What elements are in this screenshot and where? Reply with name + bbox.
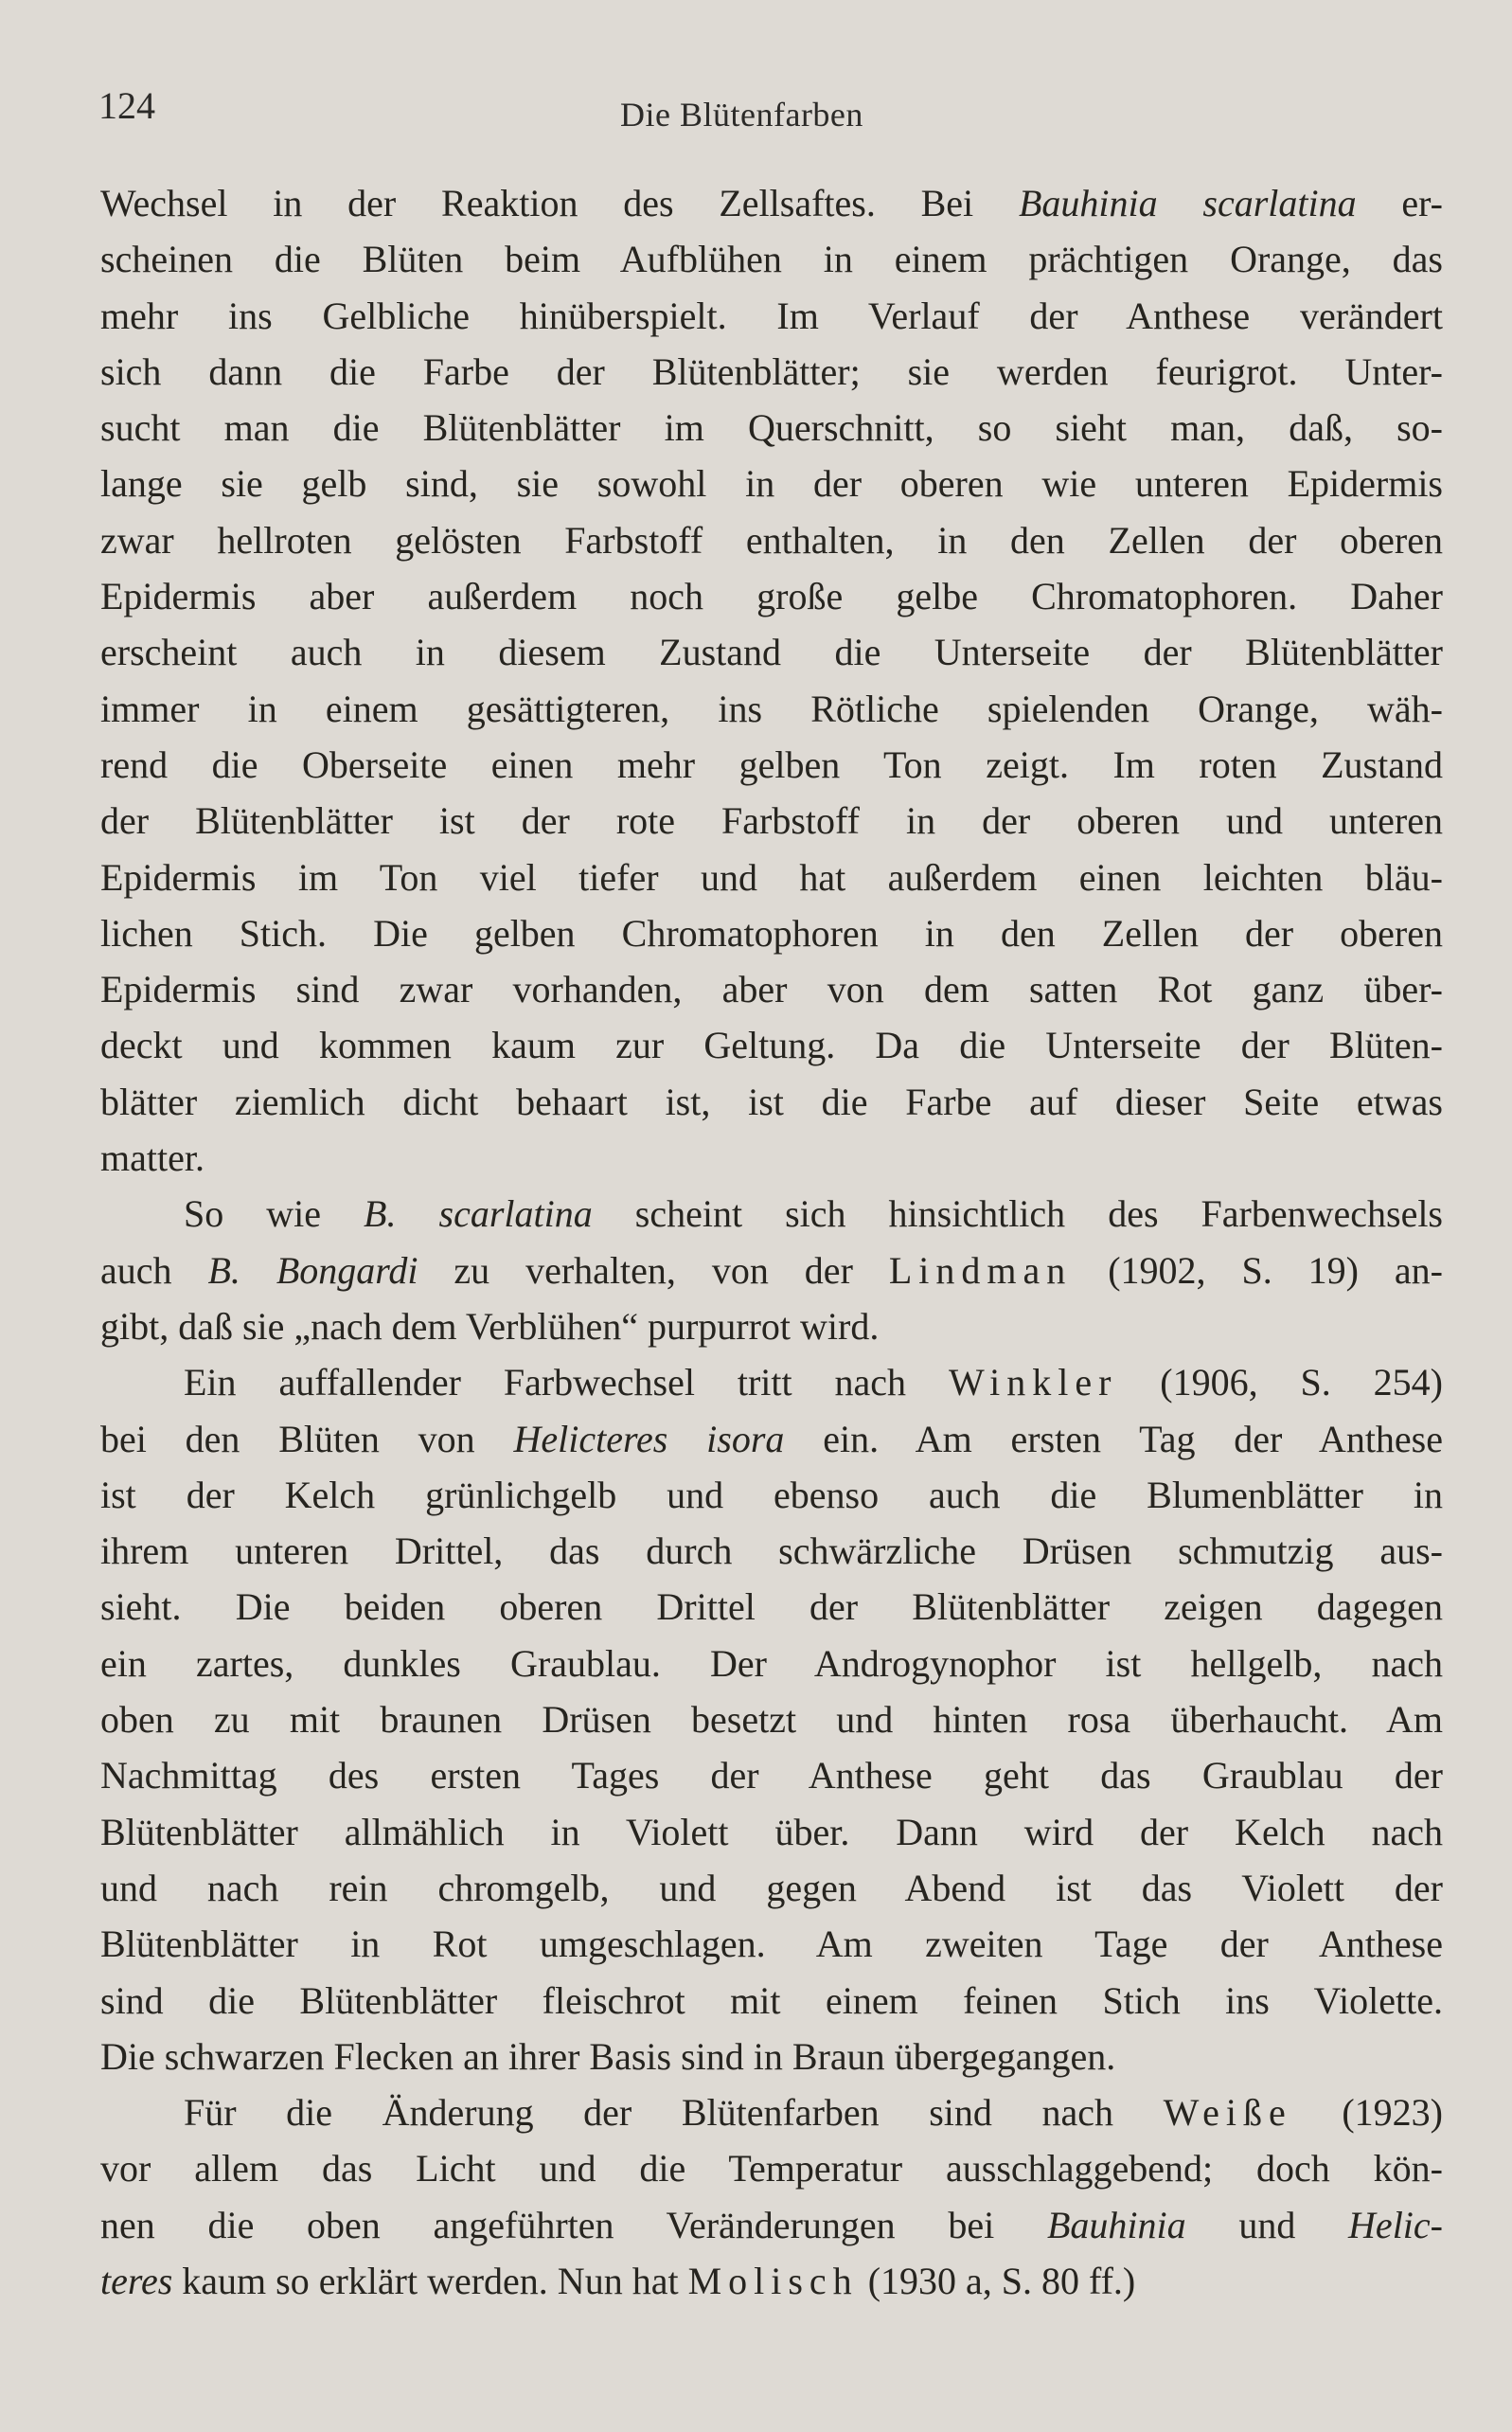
text-segment: er- [1356, 182, 1444, 224]
text-segment: blätter ziemlich dicht behaart ist, ist die Farbe auf dieser Seite etwas [100, 1080, 1443, 1123]
text-line [100, 1411, 1443, 1467]
text-segment: vor allem das Licht und die Temperatur ausschlaggebend; doch kön- [100, 2147, 1443, 2191]
text-segment: Epidermis aber außerdem noch große gelbe Chromatophoren. Daher [100, 575, 1443, 618]
text-segment: So wie [184, 1192, 365, 1236]
text-line [100, 1973, 1443, 2029]
text-line [100, 793, 1443, 849]
text-segment: ein zartes, dunkles Graublau. Der Androgynophor ist hellgelb, nach [100, 1641, 1443, 1685]
text-line [100, 344, 1443, 400]
text-line [100, 1636, 1443, 1691]
text-segment: der Blütenblätter ist der rote Farbstoff in der oberen und unteren [100, 799, 1443, 843]
text-line [100, 1860, 1443, 1916]
italic-text: Helicteres isora [513, 1417, 785, 1460]
text-segment: Wechsel in der Reaktion des Zellsaftes. Bei [100, 182, 1019, 224]
text-line [100, 2197, 1443, 2253]
page-number: 124 [98, 84, 155, 127]
text-segment: Epidermis im Ton viel tiefer und hat außerdem einen leichten bläu- [100, 855, 1443, 899]
text-segment: immer in einem gesättigteren, ins Rötliche spielenden Orange, wäh- [100, 687, 1443, 730]
text-segment: Die schwarzen Flecken an ihrer Basis sind in Braun übergegangen. [100, 2034, 1116, 2078]
text-segment: sind die Blütenblätter fleischrot mit einem feinen Stich ins Violette. [100, 1978, 1443, 2022]
text-line [100, 1243, 1443, 1298]
text-segment: (1923) [1291, 2091, 1443, 2135]
text-segment: Für die Änderung der Blütenfarben sind nach [184, 2091, 1164, 2135]
text-segment: sucht man die Blütenblätter im Querschnitt, so sieht man, daß, so- [100, 406, 1443, 450]
text-segment: Blütenblätter allmählich in Violett über. Dann wird der Kelch nach [100, 1810, 1443, 1853]
text-line [100, 2084, 1443, 2140]
text-line [100, 1130, 1443, 1186]
text-line [100, 231, 1443, 287]
text-line [100, 288, 1443, 344]
text-segment: und [1185, 2203, 1349, 2246]
text-segment: lichen Stich. Die gelben Chromatophoren in den Zellen der oberen [100, 911, 1443, 955]
text-line [100, 400, 1443, 456]
text-segment: gibt, daß sie „nach dem Verblühen“ purpurrot wird. [100, 1304, 880, 1348]
text-segment: scheinen die Blüten beim Aufblühen in einem prächtigen Orange, das [100, 238, 1443, 281]
paragraph [100, 1354, 1443, 2084]
text-line [100, 961, 1443, 1017]
text-segment: auch [100, 1248, 208, 1292]
text-segment: ihrem unteren Drittel, das durch schwärzliche Drüsen schmutzig aus- [100, 1529, 1443, 1573]
text-segment: zu verhalten, von der [418, 1248, 889, 1292]
text-segment: zwar hellroten gelösten Farbstoff enthalten, in den Zellen der oberen [100, 518, 1443, 562]
text-line [100, 512, 1443, 568]
italic-text: B. scarlatina [364, 1192, 593, 1236]
italic-text: Helic- [1348, 2203, 1443, 2246]
text-line [100, 1916, 1443, 1972]
text-line [100, 624, 1443, 680]
text-line [100, 456, 1443, 511]
text-line [100, 905, 1443, 961]
spaced-name: Molisch [687, 2259, 859, 2302]
text-line [100, 1467, 1443, 1523]
running-title: Die Blütenfarben [620, 96, 863, 134]
text-segment: Nachmittag des ersten Tages der Anthese geht das Graublau der [100, 1754, 1443, 1797]
text-segment: und nach rein chromgelb, und gegen Abend ist das Violett der [100, 1866, 1443, 1909]
text-segment: matter. [100, 1136, 205, 1180]
text-segment: mehr ins Gelbliche hinüberspielt. Im Verlauf der Anthese verändert [100, 294, 1443, 337]
text-segment: rend die Oberseite einen mehr gelben Ton zeigt. Im roten Zustand [100, 742, 1443, 786]
body-text [100, 175, 1443, 2309]
text-segment: lange sie gelb sind, sie sowohl in der oberen wie unteren Epidermis [100, 462, 1443, 506]
text-segment: Ein auffallender Farbwechsel tritt nach [184, 1361, 949, 1404]
text-segment: Epidermis sind zwar vorhanden, aber von dem satten Rot ganz über- [100, 968, 1443, 1011]
text-segment: ist der Kelch grünlichgelb und ebenso auch die Blumenblätter in [100, 1473, 1443, 1516]
text-line [100, 568, 1443, 624]
text-line [100, 1804, 1443, 1860]
text-line [100, 737, 1443, 793]
text-line [100, 849, 1443, 905]
text-line [100, 175, 1443, 231]
text-line [100, 1298, 1443, 1354]
text-segment: deckt und kommen kaum zur Geltung. Da die Unterseite der Blüten- [100, 1024, 1443, 1067]
italic-text: Bauhinia scarlatina [1018, 182, 1357, 224]
text-segment: Blütenblätter in Rot umgeschlagen. Am zweiten Tage der Anthese [100, 1922, 1443, 1966]
text-line [100, 1017, 1443, 1073]
text-segment: (1930 a, S. 80 ff.) [858, 2259, 1136, 2302]
text-segment: (1906, S. 254) [1117, 1361, 1443, 1404]
text-line [100, 1074, 1443, 1130]
text-line [100, 2253, 1443, 2309]
text-segment: erscheint auch in diesem Zustand die Unterseite der Blütenblätter [100, 631, 1443, 674]
text-line [100, 1747, 1443, 1803]
text-segment: (1902, S. 19) an- [1072, 1248, 1444, 1292]
text-segment: sieht. Die beiden oberen Drittel der Blütenblätter zeigen dagegen [100, 1585, 1443, 1629]
text-line [100, 1186, 1443, 1242]
text-line [100, 1354, 1443, 1410]
italic-text: B. Bongardi [207, 1248, 418, 1292]
italic-text: teres [100, 2259, 173, 2302]
spaced-name: Weiße [1163, 2091, 1292, 2135]
text-line [100, 1691, 1443, 1747]
spaced-name: Winkler [948, 1361, 1118, 1404]
page-header [0, 83, 1512, 140]
text-line [100, 2140, 1443, 2196]
text-segment: ein. Am ersten Tag der Anthese [784, 1417, 1444, 1460]
text-segment: bei den Blüten von [100, 1417, 514, 1460]
text-segment: nen die oben angeführten Veränderungen bei [100, 2203, 1047, 2246]
text-line [100, 681, 1443, 737]
italic-text: Bauhinia [1046, 2203, 1186, 2246]
text-segment: oben zu mit braunen Drüsen besetzt und hinten rosa überhaucht. Am [100, 1698, 1443, 1742]
text-line [100, 1523, 1443, 1579]
text-segment: sich dann die Farbe der Blütenblätter; sie werden feurigrot. Unter- [100, 349, 1443, 393]
spaced-name: Lindman [888, 1248, 1073, 1292]
paragraph [100, 1186, 1443, 1354]
text-line [100, 2029, 1443, 2084]
text-line [100, 1579, 1443, 1635]
paragraph [100, 2084, 1443, 2309]
text-segment: scheint sich hinsichtlich des Farbenwechsels [592, 1192, 1443, 1236]
paragraph [100, 175, 1443, 1186]
text-segment: kaum so erklärt werden. Nun hat [172, 2259, 688, 2302]
